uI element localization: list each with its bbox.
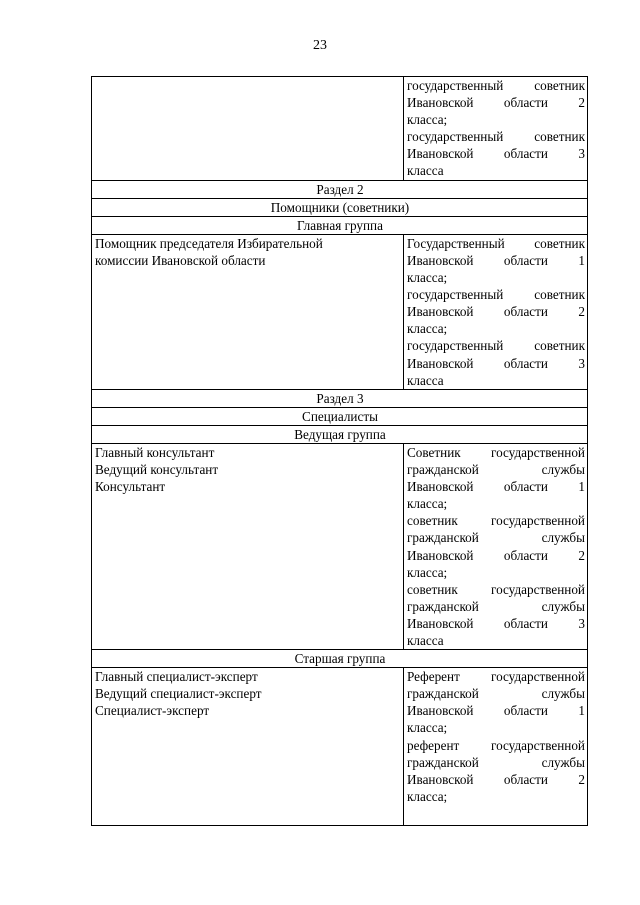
text-line: гражданской службы [407, 686, 585, 702]
table-row [92, 668, 588, 826]
group-row [92, 216, 588, 234]
text-line: Ивановской области 1 [407, 252, 585, 268]
text-line: государственный советник [407, 338, 585, 354]
positions-table [91, 76, 588, 826]
text-line: Ведущий специалист-эксперт [95, 686, 262, 702]
text-line: гражданской службы [407, 598, 585, 614]
text-line: государственный советник [407, 287, 585, 303]
text-line: референт государственной [407, 737, 585, 753]
text-line: Помощник председателя Избирательной [95, 235, 323, 251]
text-line: Ивановской области 3 [407, 146, 585, 162]
text-line: Ивановской области 2 [407, 304, 585, 320]
text-line: класса [407, 372, 444, 388]
text-line: класса; [407, 564, 448, 580]
text-line: Консультант [95, 479, 166, 495]
rank-cell [404, 234, 588, 389]
rank-cell [404, 668, 588, 826]
text-line: класса; [407, 720, 448, 736]
text-line: Ивановской области 3 [407, 615, 585, 631]
section-3-title: Раздел 3 [92, 389, 588, 407]
section-2-title: Раздел 2 [92, 180, 588, 198]
text-line: государственный советник [407, 129, 585, 145]
category-assistants: Помощники (советники) [92, 198, 588, 216]
text-line: Главный специалист-эксперт [95, 669, 258, 685]
text-line: комиссии Ивановской области [95, 252, 266, 268]
position-cell [92, 443, 404, 649]
page-number: 23 [313, 38, 327, 53]
text-line: класса [407, 633, 444, 648]
group-main: Главная группа [92, 216, 588, 234]
table-row [92, 443, 588, 649]
group-row [92, 650, 588, 668]
text-line: класса; [407, 321, 448, 337]
position-cell [92, 668, 404, 826]
position-cell [92, 234, 404, 389]
rank-cell [404, 77, 588, 181]
text-line: гражданской службы [407, 462, 585, 478]
text-line: Главный консультант [95, 444, 215, 460]
section-title-row [92, 389, 588, 407]
position-cell [92, 77, 404, 181]
group-lead: Ведущая группа [92, 425, 588, 443]
text-line: гражданской службы [407, 754, 585, 770]
text-line: Государственный советник [407, 235, 585, 251]
group-row [92, 425, 588, 443]
text-line: Ведущий консультант [95, 462, 219, 478]
text-line: советник государственной [407, 581, 585, 597]
text-line: класса; [407, 112, 448, 128]
text-line: Референт государственной [407, 669, 585, 685]
text-line: государственный советник [407, 78, 585, 93]
text-line: класса; [407, 496, 448, 512]
text-line: Ивановской области 2 [407, 95, 585, 111]
text-line: Ивановской области 2 [407, 771, 585, 787]
text-line: Ивановской области 2 [407, 547, 585, 563]
text-line: гражданской службы [407, 530, 585, 546]
table-row [92, 234, 588, 389]
text-line: Советник государственной [407, 444, 585, 460]
text-line: класса; [407, 270, 448, 286]
category-row [92, 198, 588, 216]
text-line: класса [407, 163, 444, 179]
cell-padding [407, 805, 585, 825]
rank-cell [404, 443, 588, 649]
category-specialists: Специалисты [92, 407, 588, 425]
category-row [92, 407, 588, 425]
text-line: Ивановской области 1 [407, 479, 585, 495]
text-line: советник государственной [407, 513, 585, 529]
text-line: Ивановской области 3 [407, 355, 585, 371]
section-title-row [92, 180, 588, 198]
table-row [92, 77, 588, 181]
text-line: класса; [407, 788, 448, 804]
text-line: Ивановской области 1 [407, 703, 585, 719]
text-line: Специалист-эксперт [95, 703, 210, 719]
group-senior: Старшая группа [92, 650, 588, 668]
